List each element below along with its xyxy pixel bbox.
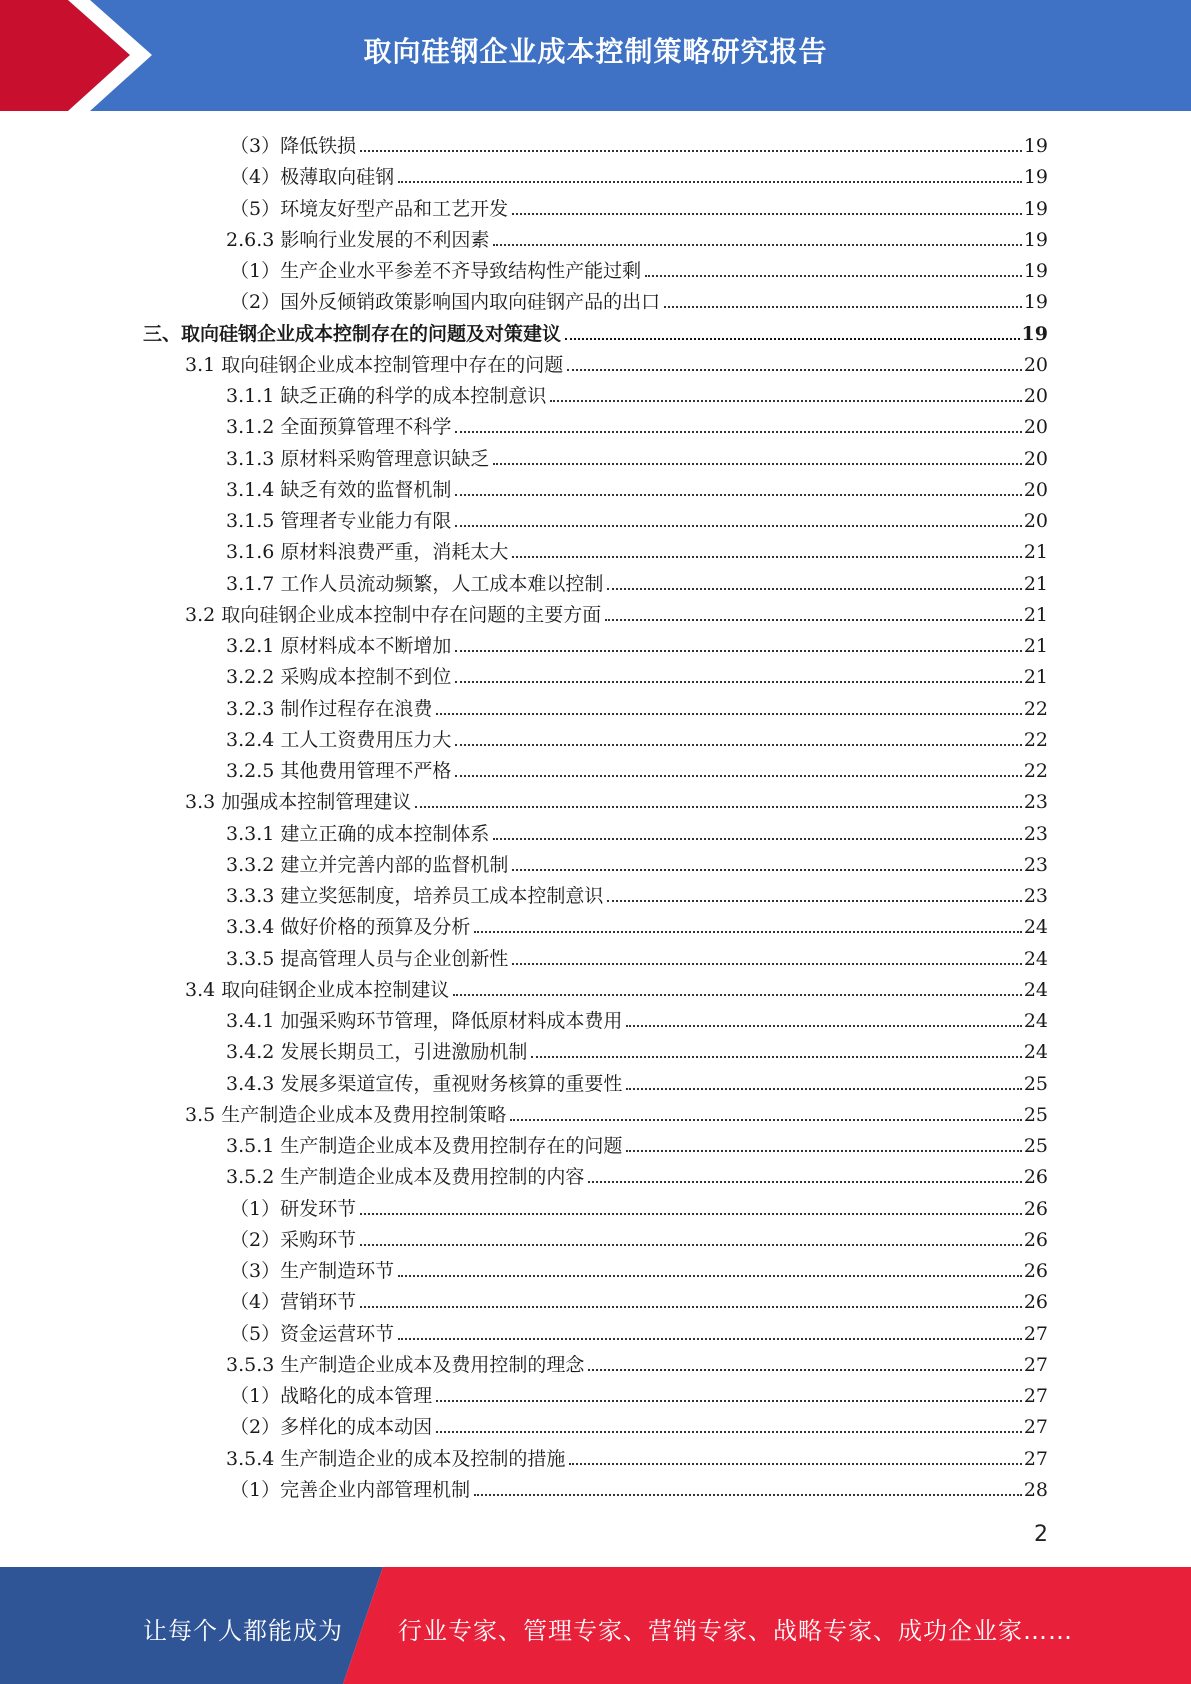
toc-entry-title: 三、取向硅钢企业成本控制存在的问题及对策建议 [143, 322, 562, 345]
toc-entry-title: （1）生产企业水平参差不齐导致结构性产能过剩 [230, 260, 642, 282]
toc-dot-leader [607, 588, 1021, 590]
toc-entry-title: （4）营销环节 [230, 1291, 357, 1314]
toc-entry[interactable] [230, 127, 1048, 158]
toc-entry-page: 23 [1023, 853, 1048, 876]
toc-dot-leader [510, 1119, 1022, 1121]
toc-dot-leader [588, 1369, 1021, 1371]
toc-entry[interactable] [230, 1408, 1048, 1439]
toc-dot-leader [455, 431, 1021, 433]
toc-dot-leader [512, 869, 1021, 871]
toc-entry-page: 19 [1023, 260, 1048, 282]
toc-entry-title: 3.1.2 全面预算管理不科学 [226, 416, 452, 439]
toc-entry[interactable] [226, 658, 1048, 689]
toc-entry-title: 3.2.2 采购成本控制不到位 [226, 666, 452, 689]
toc-entry-title: 3.4 取向硅钢企业成本控制建议 [185, 978, 450, 1001]
toc-entry-page: 25 [1023, 1103, 1048, 1126]
toc-entry-page: 23 [1023, 822, 1048, 845]
toc-entry[interactable] [226, 1033, 1048, 1064]
toc-entry[interactable] [226, 815, 1048, 846]
toc-entry-page: 20 [1023, 385, 1048, 407]
toc-dot-leader [493, 463, 1021, 465]
toc-dot-leader [512, 963, 1021, 965]
toc-entry-page: 21 [1023, 635, 1048, 657]
toc-entry[interactable] [230, 252, 1048, 283]
toc-entry-title: 3.2.4 工人工资费用压力大 [226, 728, 452, 751]
toc-entry-page: 26 [1023, 1260, 1048, 1282]
toc-entry[interactable] [226, 533, 1048, 564]
toc-entry-page: 21 [1023, 603, 1048, 626]
toc-entry-title: 3.2.5 其他费用管理不严格 [226, 760, 452, 782]
toc-entry-title: （3）生产制造环节 [230, 1260, 395, 1282]
toc-entry-title: 3.3.3 建立奖惩制度，培养员工成本控制意识 [226, 885, 604, 907]
toc-entry[interactable] [226, 721, 1048, 752]
toc-entry-page: 27 [1023, 1416, 1048, 1439]
toc-dot-leader [607, 900, 1021, 902]
toc-entry-title: 3.1.5 管理者专业能力有限 [226, 510, 452, 532]
toc-entry-title: 3.5.1 生产制造企业成本及费用控制存在的问题 [226, 1135, 623, 1157]
toc-entry-page: 19 [1021, 322, 1048, 345]
toc-entry-page: 19 [1023, 291, 1048, 314]
page-footer [0, 1567, 1191, 1684]
toc-dot-leader [493, 244, 1021, 246]
toc-entry[interactable] [226, 1065, 1048, 1096]
toc-entry[interactable] [226, 752, 1048, 783]
toc-entry-title: 3.2.1 原材料成本不断增加 [226, 635, 452, 657]
toc-entry-page: 27 [1023, 1353, 1048, 1376]
toc-entry[interactable] [226, 908, 1048, 939]
toc-entry[interactable] [230, 158, 1048, 189]
toc-dot-leader [436, 1431, 1022, 1433]
toc-entry-title: （2）多样化的成本动因 [230, 1416, 433, 1439]
toc-entry-page: 24 [1023, 1041, 1048, 1064]
toc-entry-title: （5）资金运营环节 [230, 1322, 395, 1345]
toc-entry[interactable] [185, 783, 1048, 814]
toc-entry-page: 25 [1023, 1135, 1048, 1157]
toc-entry-page: 20 [1023, 353, 1048, 376]
toc-entry-page: 22 [1023, 697, 1048, 720]
toc-entry-title: （4）极薄取向硅钢 [230, 166, 395, 189]
toc-dot-leader [645, 275, 1022, 277]
toc-entry-page: 21 [1023, 541, 1048, 564]
toc-entry[interactable] [230, 1252, 1048, 1283]
toc-dot-leader [415, 806, 1022, 808]
toc-entry-page: 25 [1023, 1072, 1048, 1095]
toc-entry-page: 24 [1023, 916, 1048, 939]
toc-entry-page: 26 [1023, 1291, 1048, 1314]
toc-entry[interactable] [230, 1190, 1048, 1221]
toc-entry-page: 20 [1023, 510, 1048, 532]
toc-entry-title: 3.3.1 建立正确的成本控制体系 [226, 822, 490, 845]
toc-entry-page: 28 [1023, 1478, 1048, 1501]
toc-entry[interactable] [230, 283, 1048, 314]
toc-entry-page: 21 [1023, 666, 1048, 689]
toc-dot-leader [455, 650, 1021, 652]
toc-entry-title: 3.4.2 发展长期员工，引进激励机制 [226, 1041, 528, 1064]
toc-dot-leader [474, 1494, 1022, 1496]
toc-entry-title: 3.4.1 加强采购环节管理，降低原材料成本费用 [226, 1010, 623, 1032]
toc-entry-title: 3.3 加强成本控制管理建议 [185, 791, 412, 814]
toc-entry-title: 3.5.3 生产制造企业成本及费用控制的理念 [226, 1353, 585, 1376]
toc-entry-title: 3.3.2 建立并完善内部的监督机制 [226, 853, 509, 876]
toc-dot-leader [398, 1338, 1022, 1340]
toc-entry-page: 24 [1023, 978, 1048, 1001]
toc-entry-title: （1）研发环节 [230, 1197, 357, 1220]
toc-entry-title: 3.2 取向硅钢企业成本控制中存在问题的主要方面 [185, 603, 602, 626]
toc-entry-page: 27 [1023, 1385, 1048, 1407]
toc-dot-leader [455, 775, 1021, 777]
toc-dot-leader [453, 994, 1022, 996]
toc-entry-title: （1）完善企业内部管理机制 [230, 1478, 471, 1501]
toc-entry-title: 3.5.2 生产制造企业成本及费用控制的内容 [226, 1166, 585, 1189]
toc-entry-page: 20 [1023, 478, 1048, 501]
toc-entry-title: 3.5.4 生产制造企业的成本及控制的措施 [226, 1447, 566, 1470]
toc-entry-title: 3.1.4 缺乏有效的监督机制 [226, 478, 452, 501]
toc-dot-leader [360, 1244, 1022, 1246]
toc-entry[interactable] [226, 1346, 1048, 1377]
toc-entry[interactable] [230, 190, 1048, 221]
toc-entry-title: 3.1.3 原材料采购管理意识缺乏 [226, 447, 490, 470]
toc-entry-title: 3.3.4 做好价格的预算及分析 [226, 916, 471, 939]
toc-entry[interactable] [230, 1471, 1048, 1502]
toc-dot-leader [512, 556, 1021, 558]
toc-entry-page: 23 [1023, 885, 1048, 907]
toc-dot-leader [360, 1213, 1022, 1215]
footer-slogan-right: 行业专家、管理专家、营销专家、战略专家、成功企业家…… [398, 1617, 1073, 1645]
toc-dot-leader [605, 619, 1022, 621]
toc-entry-page: 27 [1023, 1322, 1048, 1345]
toc-entry[interactable] [226, 221, 1048, 252]
toc-entry[interactable] [185, 596, 1048, 627]
toc-dot-leader [455, 744, 1021, 746]
toc-dot-leader [569, 1463, 1021, 1465]
toc-entry-title: 3.5 生产制造企业成本及费用控制策略 [185, 1103, 507, 1126]
toc-entry[interactable] [185, 1096, 1048, 1127]
toc-entry[interactable] [226, 690, 1048, 721]
toc-entry[interactable] [230, 1377, 1048, 1408]
toc-entry[interactable] [226, 471, 1048, 502]
toc-entry[interactable] [226, 1002, 1048, 1033]
toc-entry[interactable] [226, 940, 1048, 971]
toc-entry[interactable] [185, 346, 1048, 377]
toc-entry-page: 20 [1023, 416, 1048, 439]
toc-dot-leader [626, 1150, 1021, 1152]
toc-entry-page: 24 [1023, 947, 1048, 970]
toc-dot-leader [626, 1025, 1021, 1027]
toc-entry-page: 19 [1023, 135, 1048, 157]
toc-entry[interactable] [226, 846, 1048, 877]
toc-entry-title: 2.6.3 影响行业发展的不利因素 [226, 228, 490, 251]
toc-dot-leader [567, 369, 1022, 371]
toc-entry-title: 3.3.5 提高管理人员与企业创新性 [226, 947, 509, 970]
report-title: 取向硅钢企业成本控制策略研究报告 [363, 35, 828, 68]
toc-entry-page: 19 [1023, 166, 1048, 189]
toc-entry-page: 27 [1023, 1447, 1048, 1470]
toc-entry[interactable] [226, 565, 1048, 596]
toc-dot-leader [512, 213, 1022, 215]
toc-dot-leader [565, 338, 1020, 340]
report-header [0, 0, 1191, 111]
toc-entry-title: （2）国外反倾销政策影响国内取向硅钢产品的出口 [230, 291, 661, 314]
toc-entry-title: （1）战略化的成本管理 [230, 1385, 433, 1407]
toc-entry-title: （5）环境友好型产品和工艺开发 [230, 197, 509, 220]
toc-entry[interactable] [226, 877, 1048, 908]
toc-entry[interactable] [230, 1283, 1048, 1314]
page-number: 2 [1034, 1522, 1048, 1547]
toc-entry[interactable] [143, 315, 1048, 346]
toc-dot-leader [455, 525, 1021, 527]
toc-entry-page: 24 [1023, 1010, 1048, 1032]
toc-dot-leader [360, 150, 1022, 152]
toc-dot-leader [474, 931, 1021, 933]
toc-entry[interactable] [226, 1440, 1048, 1471]
toc-dot-leader [436, 713, 1021, 715]
toc-entry[interactable] [226, 408, 1048, 439]
toc-entry-title: 3.1 取向硅钢企业成本控制管理中存在的问题 [185, 353, 564, 376]
toc-dot-leader [664, 306, 1022, 308]
toc-dot-leader [360, 1306, 1022, 1308]
toc-entry-page: 22 [1023, 728, 1048, 751]
toc-dot-leader [588, 1181, 1021, 1183]
toc-dot-leader [398, 1275, 1022, 1277]
footer-slogan-left: 让每个人都能成为 [143, 1617, 343, 1645]
toc-entry-title: 3.4.3 发展多渠道宣传，重视财务核算的重要性 [226, 1072, 623, 1095]
toc-entry-title: 3.1.6 原材料浪费严重，消耗太大 [226, 541, 509, 564]
toc-entry[interactable] [230, 1315, 1048, 1346]
toc-dot-leader [455, 681, 1021, 683]
toc-entry[interactable] [226, 502, 1048, 533]
toc-entry-page: 26 [1023, 1228, 1048, 1251]
toc-entry-title: （2）采购环节 [230, 1228, 357, 1251]
toc-entry[interactable] [230, 1221, 1048, 1252]
toc-entry-page: 20 [1023, 447, 1048, 470]
toc-entry-title: 3.1.7 工作人员流动频繁，人工成本难以控制 [226, 572, 604, 595]
toc-dot-leader [493, 838, 1021, 840]
toc-entry-page: 19 [1023, 197, 1048, 220]
toc-entry[interactable] [226, 377, 1048, 408]
toc-entry-page: 21 [1023, 572, 1048, 595]
toc-entry[interactable] [226, 1158, 1048, 1189]
toc-entry[interactable] [226, 1127, 1048, 1158]
toc-entry-page: 22 [1023, 760, 1048, 782]
toc-entry-title: （3）降低铁损 [230, 135, 357, 157]
toc-entry[interactable] [185, 971, 1048, 1002]
toc-dot-leader [398, 181, 1022, 183]
toc-entry-page: 23 [1023, 791, 1048, 814]
toc-entry-title: 3.1.1 缺乏正确的科学的成本控制意识 [226, 385, 547, 407]
toc-entry[interactable] [226, 440, 1048, 471]
toc-entry-title: 3.2.3 制作过程存在浪费 [226, 697, 433, 720]
toc-entry[interactable] [226, 627, 1048, 658]
toc-dot-leader [436, 1400, 1022, 1402]
toc-dot-leader [626, 1088, 1021, 1090]
toc-entry-page: 19 [1023, 228, 1048, 251]
toc-dot-leader [531, 1056, 1021, 1058]
toc-entry-page: 26 [1023, 1166, 1048, 1189]
toc-dot-leader [455, 494, 1021, 496]
toc-entry-page: 26 [1023, 1197, 1048, 1220]
toc-dot-leader [550, 400, 1021, 402]
